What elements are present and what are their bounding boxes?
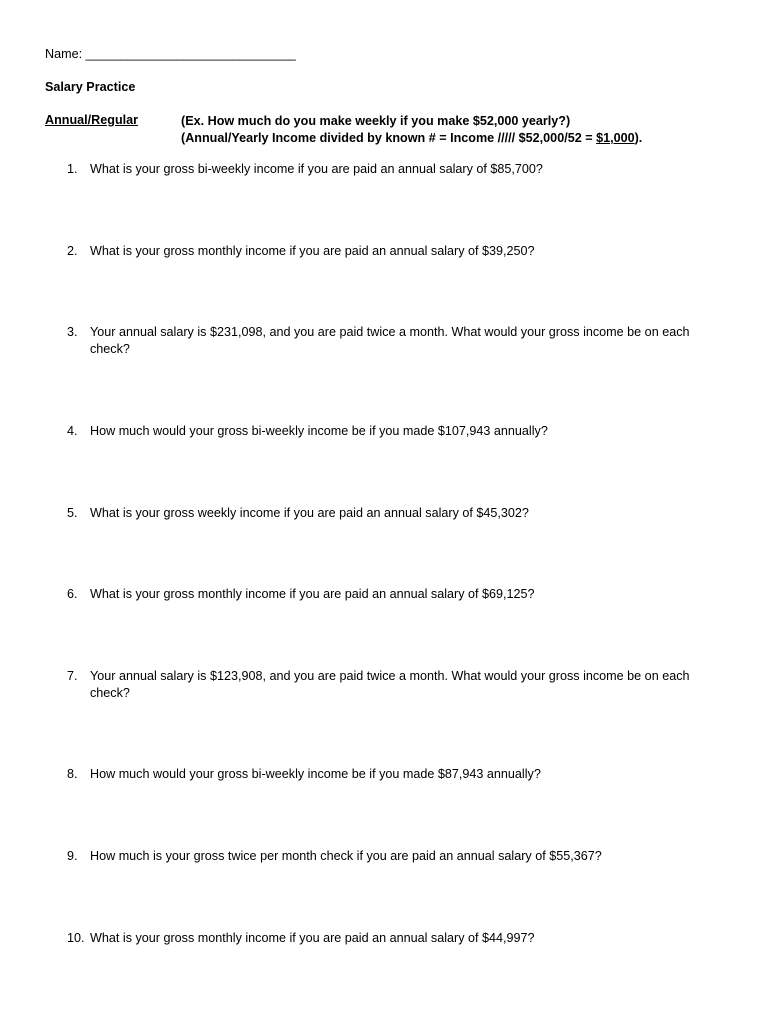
question-text: How much is your gross twice per month check if you are paid an annual salary of $55,367?: [90, 849, 602, 863]
section-label: Annual/Regular: [45, 113, 139, 127]
question-number: 4.: [67, 424, 78, 438]
question-text: What is your gross bi-weekly income if you are paid an annual salary of $85,700?: [90, 162, 543, 176]
question-text: What is your gross monthly income if you are paid an annual salary of $44,997?: [90, 931, 535, 945]
question-item: [67, 848, 727, 865]
question-item: [67, 766, 727, 783]
example-block: [181, 113, 642, 147]
example-answer: $1,000: [596, 131, 635, 145]
example-end: ).: [634, 131, 643, 145]
question-item: [67, 586, 727, 603]
example-line-2: [181, 130, 642, 147]
question-number: 2.: [67, 244, 78, 258]
question-number: 9.: [67, 849, 78, 863]
name-blank[interactable]: ______________________________: [85, 47, 296, 61]
question-number: 10.: [67, 931, 85, 945]
question-number: 7.: [67, 669, 78, 683]
question-item: [67, 161, 727, 178]
question-text: What is your gross weekly income if you are paid an annual salary of $45,302?: [90, 506, 529, 520]
question-text: How much would your gross bi-weekly income be if you made $107,943 annually?: [90, 424, 548, 438]
question-text: What is your gross monthly income if you are paid an annual salary of $39,250?: [90, 244, 535, 258]
page-title: Salary Practice: [45, 80, 136, 94]
name-label: Name:: [45, 47, 83, 61]
question-text: Your annual salary is $123,908, and you are paid twice a month. What would your gross income be on each check?: [90, 669, 690, 700]
question-text: How much would your gross bi-weekly income be if you made $87,943 annually?: [90, 767, 541, 781]
question-item: [67, 423, 727, 440]
example-formula: (Annual/Yearly Income divided by known # = Income ///// $52,000/52 =: [181, 131, 597, 145]
question-number: 3.: [67, 325, 78, 339]
example-line-1: (Ex. How much do you make weekly if you make $52,000 yearly?): [181, 114, 571, 128]
question-number: 6.: [67, 587, 78, 601]
question-item: [67, 505, 727, 522]
question-number: 1.: [67, 162, 78, 176]
question-item: [67, 243, 727, 260]
question-number: 8.: [67, 767, 78, 781]
question-number: 5.: [67, 506, 78, 520]
question-text: Your annual salary is $231,098, and you are paid twice a month. What would your gross income be on each check?: [90, 325, 690, 356]
question-item: [67, 930, 727, 947]
question-item: [67, 324, 727, 358]
name-line: [45, 47, 296, 61]
question-text: What is your gross monthly income if you are paid an annual salary of $69,125?: [90, 587, 535, 601]
question-item: [67, 668, 727, 702]
